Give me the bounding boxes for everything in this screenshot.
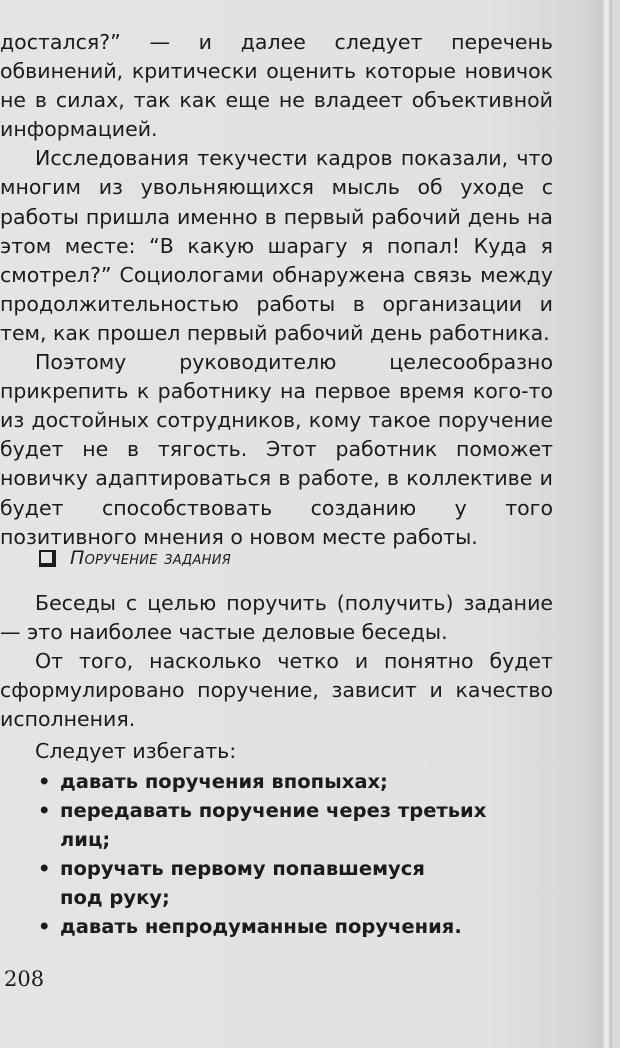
list-item bbox=[0, 912, 553, 941]
bullet-icon: • bbox=[38, 856, 51, 880]
paragraph-2: Исследования текучести кадров показали, что многим из увольняющихся мысль об уходе с работы пришла именно в первый рабочий день на этом месте: “В какую шарагу я попал! Куда я смотрел?” Социологами обнаружена связь между продолжительностью работы в организации и тем, как прошел первый рабочий день работника. bbox=[0, 146, 553, 345]
list-item bbox=[0, 796, 553, 854]
section-paragraph-1: Беседы с целью поручить (получить) задание — это наиболее частые деловые беседы. bbox=[0, 591, 553, 645]
avoid-list bbox=[0, 767, 553, 942]
bullet-icon: • bbox=[38, 798, 51, 822]
list-item-text: давать поручения впопыхах; bbox=[60, 769, 388, 793]
checkbox-square-icon bbox=[39, 550, 56, 567]
bullet-icon: • bbox=[38, 769, 51, 793]
list-intro: Следует избегать: bbox=[35, 739, 237, 764]
list-item bbox=[0, 767, 553, 796]
section-body bbox=[0, 589, 553, 941]
main-text bbox=[0, 28, 553, 552]
bullet-icon: • bbox=[38, 915, 51, 939]
list-item-text: передавать поручение через третьих лиц; bbox=[60, 798, 487, 851]
page-number: 208 bbox=[4, 967, 45, 991]
section-heading-text: Поручение задания bbox=[70, 547, 232, 569]
section-paragraph-2: От того, насколько четко и понятно будет сформулировано поручение, зависит и качество исполнения. bbox=[0, 649, 553, 732]
section-heading bbox=[39, 543, 231, 573]
list-item bbox=[0, 854, 553, 912]
page-edge bbox=[602, 0, 612, 1048]
paragraph-1: достался?” — и далее следует перечень обвинений, критически оценить которые новичок не в силах, так как еще не владеет объективной информацией. bbox=[0, 30, 553, 142]
list-item-text: давать непродуманные поручения. bbox=[60, 915, 462, 939]
list-item-text: поручать первому попавшемуся под руку; bbox=[60, 856, 425, 909]
paragraph-3: Поэтому руководителю целесообразно прикрепить к работнику на первое время кого-то из достойных сотрудников, кому такое поручение будет не в тягость. Этот работник поможет новичку адаптироваться в работе, в коллективе и будет способствовать созданию у того позитивного мнения о новом месте работы. bbox=[0, 350, 553, 549]
